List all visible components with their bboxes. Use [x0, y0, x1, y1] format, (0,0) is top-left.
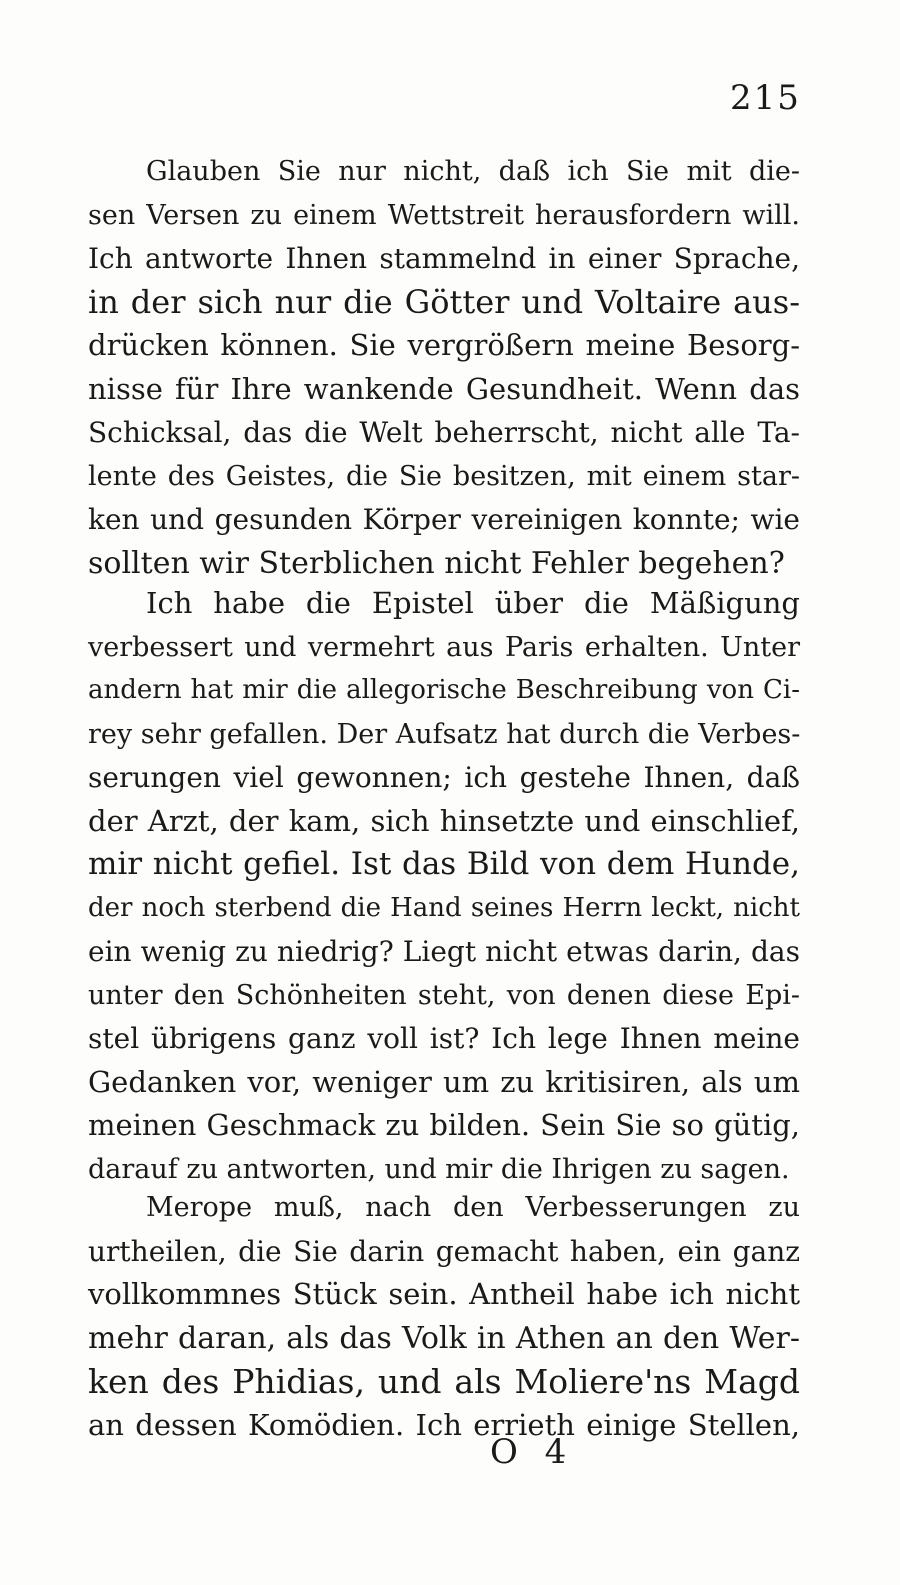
text-line: an dessen Komödien. Ich errieth einige Stellen,	[88, 1407, 800, 1442]
text-line: Merope muß, nach den Verbesserungen zu	[146, 1192, 800, 1223]
text-line: ein wenig zu niedrig? Liegt nicht etwas darin, das	[88, 935, 800, 968]
text-line: mir nicht gefiel. Ist das Bild von dem Hunde,	[88, 846, 800, 882]
text-line: Gedanken vor, weniger um zu kritisiren, als um	[88, 1064, 800, 1099]
text-line: vollkommnes Stück sein. Antheil habe ich nicht	[88, 1277, 800, 1311]
text-line: meinen Geschmack zu bilden. Sein Sie so gütig,	[88, 1108, 800, 1142]
text-line: urtheilen, die Sie darin gemacht haben, ein ganz	[88, 1234, 800, 1268]
text-line: andern hat mir die allegorische Beschreibung von Ci-	[88, 675, 800, 705]
text-line: Ich antworte Ihnen stammelnd in einer Sprache,	[88, 242, 800, 275]
text-line: sen Versen zu einem Wettstreit herausfordern will.	[88, 199, 800, 231]
text-line: ken des Phidias, und als Moliere'ns Magd	[88, 1362, 800, 1401]
text-line: mehr daran, als das Volk in Athen an den Wer-	[88, 1320, 800, 1356]
text-line: sollten wir Sterblichen nicht Fehler begehen?	[88, 545, 785, 581]
text-line: unter den Schönheiten steht, von denen diese Epi-	[88, 979, 800, 1011]
text-line: rey sehr gefallen. Der Aufsatz hat durch die Verbes-	[88, 718, 801, 750]
text-line: darauf zu antworten, und mir die Ihrigen zu sagen.	[88, 1153, 790, 1185]
text-line: serungen viel gewonnen; ich gestehe Ihnen, daß	[88, 761, 800, 794]
text-line: lente des Geistes, die Sie besitzen, mit einem star-	[88, 460, 800, 492]
text-line: drücken können. Sie vergrößern meine Besorg-	[88, 328, 800, 362]
text-line: verbessert und vermehrt aus Paris erhalten. Unter	[88, 631, 800, 663]
signature-mark: O 4	[490, 1432, 575, 1472]
text-line: der noch sterbend die Hand seines Herrn leckt, nicht	[88, 892, 800, 923]
paragraph-3	[88, 1186, 800, 1447]
paragraph-1	[88, 150, 800, 585]
text-line: Schicksal, das die Welt beherrscht, nicht alle Ta-	[88, 416, 800, 449]
text-line: Ich habe die Epistel über die Mäßigung	[146, 586, 800, 620]
page-number: 215	[730, 78, 801, 118]
text-line: nisse für Ihre wankende Gesundheit. Wenn das	[88, 371, 800, 406]
paragraph-2	[88, 582, 800, 1191]
text-line: Glauben Sie nur nicht, daß ich Sie mit die-	[146, 156, 800, 187]
text-line: ken und gesunden Körper vereinigen konnte; wie	[88, 503, 800, 536]
text-line: der Arzt, der kam, sich hinsetzte und einschlief,	[88, 803, 800, 838]
text-line: stel übrigens ganz voll ist? Ich lege Ihnen meine	[88, 1022, 800, 1055]
text-line: in der sich nur die Götter und Voltaire aus-	[88, 282, 800, 321]
